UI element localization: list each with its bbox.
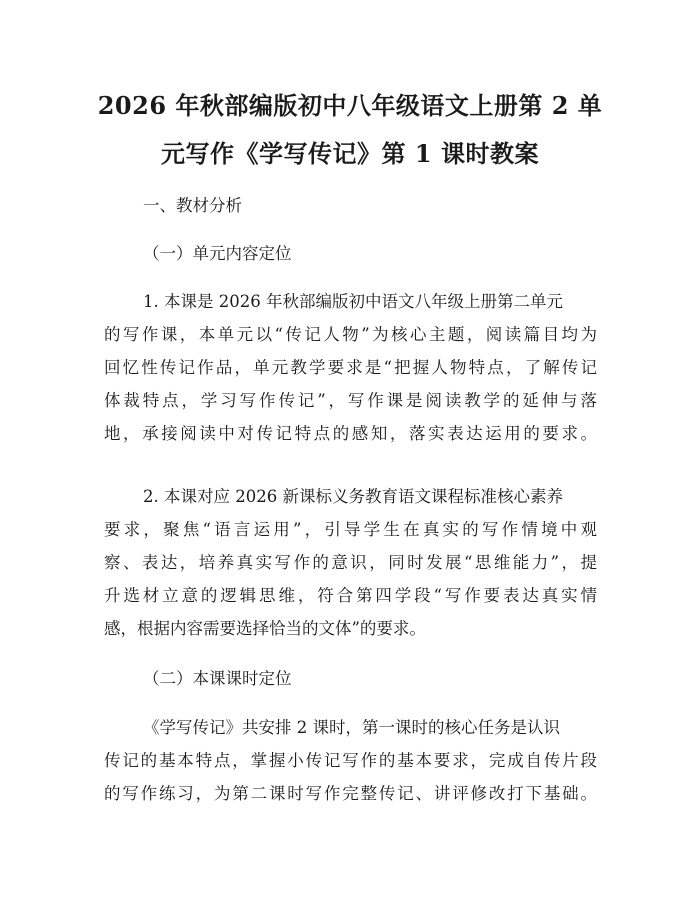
para-1-line-3: 回忆性传记作品，单元教学要求是“把握人物特点，了解传记	[104, 358, 597, 377]
document-title-line-1: 2026 年秋部编版初中八年级语文上册第 2 单	[97, 91, 603, 120]
subsection-heading-1: （一）单元内容定位	[143, 244, 292, 263]
document-title-line-2: 元写作《学写传记》第 1 课时教案	[161, 139, 539, 168]
para-2-line-4: 升选材立意的逻辑思维，符合第四学段“写作要表达真实情	[104, 586, 597, 605]
para-1-line-1: 1. 本课是 2026 年秋部编版初中语文八年级上册第二单元	[143, 292, 563, 311]
para-3-line-1: 《学写传记》共安排 2 课时，第一课时的核心任务是认识	[143, 718, 560, 737]
para-2-line-1: 2. 本课对应 2026 新课标义务教育语文课程标准核心素养	[143, 487, 563, 506]
para-2-line-2: 要求，聚焦“语言运用”，引导学生在真实的写作情境中观	[104, 520, 597, 539]
para-1-line-2: 的写作课，本单元以“传记人物”为核心主题，阅读篇目均为	[104, 325, 597, 344]
para-1-line-5: 地，承接阅读中对传记特点的感知，落实表达运用的要求。	[104, 424, 597, 443]
para-2-line-3: 察、表达，培养真实写作的意识，同时发展“思维能力”，提	[104, 553, 597, 572]
para-2-line-5: 感，根据内容需要选择恰当的文体”的要求。	[104, 619, 426, 638]
para-3-line-3: 的写作练习，为第二课时写作完整传记、讲评修改打下基础。	[104, 784, 597, 803]
para-3-line-2: 传记的基本特点，掌握小传记写作的基本要求，完成自传片段	[104, 751, 597, 770]
para-1-line-4: 体裁特点，学习写作传记”，写作课是阅读教学的延伸与落	[104, 391, 597, 410]
section-heading: 一、教材分析	[143, 196, 242, 215]
subsection-heading-2: （二）本课课时定位	[143, 669, 292, 688]
